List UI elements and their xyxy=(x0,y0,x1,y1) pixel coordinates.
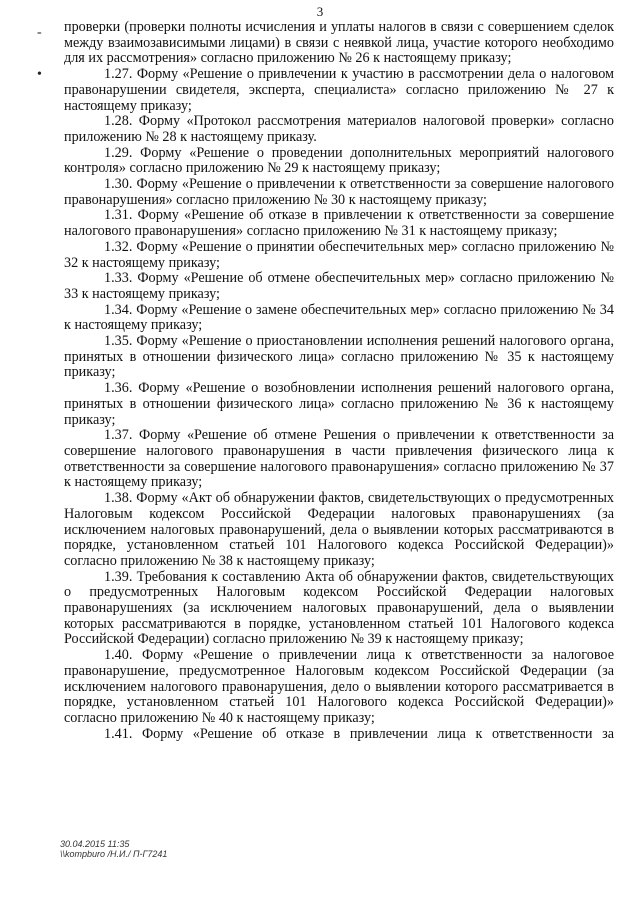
scan-bullet-mark: • xyxy=(37,67,42,82)
page-number: 3 xyxy=(316,4,324,19)
paragraph-1-30: 1.30. Форму «Решение о привлечении к ответственности за совершение налогового правонарушения» согласно приложению № 30 к настоящему приказу; xyxy=(64,176,614,208)
paragraph-1-38: 1.38. Форму «Акт об обнаружении фактов, свидетельствующих о предусмотренных Налоговым кодексом Российской Федерации налоговых правонарушениях (за исключением налоговых правонарушений, дела о выявлении которых рассматриваются в порядке, установленном статьей 101 Налогового кодекса Российской Федерации)» согласно приложению № 38 к настоящему приказу; xyxy=(64,490,614,569)
paragraph-1-28: 1.28. Форму «Протокол рассмотрения материалов налоговой проверки» согласно приложению № 28 к настоящему приказу. xyxy=(64,113,614,145)
document-footer xyxy=(60,839,167,859)
paragraph-1-32: 1.32. Форму «Решение о принятии обеспечительных мер» согласно приложению № 32 к настоящему приказу; xyxy=(64,238,614,271)
paragraph-1-29: 1.29. Форму «Решение о проведении дополнительных мероприятий налогового контроля» согласно приложению № 29 к настоящему приказу; xyxy=(64,144,614,177)
paragraph-continuation: проверки (проверки полноты исчисления и уплаты налогов в связи с совершением сделок между взаимозависимыми лицами) в связи с неявкой лица, участие которого необходимо для их рассмотрения» согласно приложению № 26 к настоящему приказу; xyxy=(64,19,614,67)
paragraph-1-27: 1.27. Форму «Решение о привлечении к участию в рассмотрении дела о налоговом правонарушении свидетеля, эксперта, специалиста» согласно приложению № 27 к настоящему приказу; xyxy=(64,66,614,114)
paragraph-1-41: 1.41. Форму «Решение об отказе в привлечении лица к ответственности за xyxy=(104,726,614,742)
paragraph-1-40: 1.40. Форму «Решение о привлечении лица к ответственности за налоговое правонарушение, предусмотренное Налоговым кодексом Российской Федерации (за исключением налогового правонарушения, дело о выявлении которого рассматривается в порядке, установленном статьей 101 Налогового кодекса Российской Федерации)» согласно приложению № 40 к настоящему приказу; xyxy=(64,647,614,726)
paragraph-1-34: 1.34. Форму «Решение о замене обеспечительных мер» согласно приложению № 34 к настоящему приказу; xyxy=(64,301,614,334)
file-path: \\kompburo /Н.И./ П-Г7241 xyxy=(60,849,168,859)
paragraph-1-33: 1.33. Форму «Решение об отмене обеспечительных мер» согласно приложению № 33 к настоящему приказу; xyxy=(64,270,614,302)
paragraph-1-31: 1.31. Форму «Решение об отказе в привлечении к ответственности за совершение налогового правонарушения» согласно приложению № 31 к настоящему приказу; xyxy=(64,207,614,240)
paragraph-1-39: 1.39. Требования к составлению Акта об обнаружении фактов, свидетельствующих о предусмотренных Налоговым кодексом Российской Федерации налоговых правонарушениях (за исключением налоговых правонарушений, дела о выявлении которых рассматриваются в порядке, установленном статьей 101 Налогового кодекса Российской Федерации) согласно приложению № 39 к настоящему приказу; xyxy=(64,568,614,648)
paragraph-1-37: 1.37. Форму «Решение об отмене Решения о привлечении к ответственности за совершение налогового правонарушения в части привлечения физического лица к ответственности за совершение налогового правонарушения» согласно приложению № 37 к настоящему приказу; xyxy=(64,427,614,491)
paragraph-1-35: 1.35. Форму «Решение о приостановлении исполнения решений налогового органа, принятых в отношении физического лица» согласно приложению № 35 к настоящему приказу; xyxy=(64,333,614,381)
document-body xyxy=(64,20,614,742)
scan-dash-mark: - xyxy=(37,25,42,40)
paragraph-1-36: 1.36. Форму «Решение о возобновлении исполнения решений налогового органа, принятых в отношении физического лица» согласно приложению № 36 к настоящему приказу; xyxy=(64,380,614,428)
print-timestamp: 30.04.2015 11:35 xyxy=(60,839,130,849)
